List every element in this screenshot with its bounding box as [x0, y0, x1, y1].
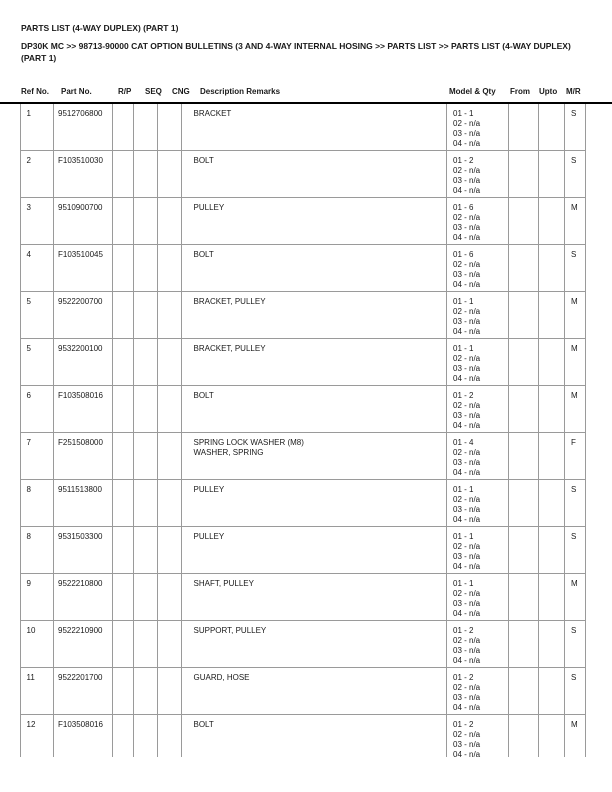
cell-cng [158, 104, 182, 151]
column-header-model-qty: Model & Qty [449, 87, 496, 96]
cell-part: 9522200700 [54, 292, 113, 339]
cell-mr: M [565, 339, 586, 386]
table-row [21, 621, 587, 668]
cell-seq [134, 386, 158, 433]
cell-qty: 01 - 1 02 - n/a 03 - n/a 04 - n/a [447, 480, 509, 527]
cell-cng [158, 480, 182, 527]
cell-from [509, 715, 539, 757]
cell-mr: M [565, 386, 586, 433]
cell-rp [113, 198, 134, 245]
cell-upto [539, 245, 565, 292]
cell-desc: BOLT [182, 715, 447, 757]
cell-cng [158, 527, 182, 574]
cell-rp [113, 668, 134, 715]
cell-desc: BOLT [182, 151, 447, 198]
cell-rp [113, 621, 134, 668]
cell-seq [134, 104, 158, 151]
cell-part: 9512706800 [54, 104, 113, 151]
cell-desc: PULLEY [182, 480, 447, 527]
cell-cng [158, 574, 182, 621]
cell-upto [539, 715, 565, 757]
cell-part: F251508000 [54, 433, 113, 480]
cell-seq [134, 668, 158, 715]
cell-seq [134, 574, 158, 621]
cell-ref: 10 [21, 621, 55, 668]
page-title: PARTS LIST (4-WAY DUPLEX) (PART 1) [21, 23, 179, 33]
cell-cng [158, 715, 182, 757]
cell-upto [539, 339, 565, 386]
cell-desc: BRACKET, PULLEY [182, 292, 447, 339]
cell-from [509, 386, 539, 433]
cell-qty: 01 - 2 02 - n/a 03 - n/a 04 - n/a [447, 621, 509, 668]
cell-part: 9522210900 [54, 621, 113, 668]
cell-desc: SUPPORT, PULLEY [182, 621, 447, 668]
cell-cng [158, 339, 182, 386]
cell-seq [134, 621, 158, 668]
table-row [21, 480, 587, 527]
table-row [21, 292, 587, 339]
cell-rp [113, 292, 134, 339]
table-row [21, 151, 587, 198]
cell-qty: 01 - 2 02 - n/a 03 - n/a 04 - n/a [447, 715, 509, 757]
cell-mr: M [565, 574, 586, 621]
cell-ref: 4 [21, 245, 55, 292]
cell-rp [113, 433, 134, 480]
table-row [21, 715, 587, 757]
table-row [21, 433, 587, 480]
cell-ref: 8 [21, 480, 55, 527]
table-row [21, 527, 587, 574]
cell-from [509, 668, 539, 715]
cell-part: F103510045 [54, 245, 113, 292]
cell-from [509, 574, 539, 621]
table-row [21, 198, 587, 245]
column-header-rp: R/P [118, 87, 132, 96]
cell-from [509, 621, 539, 668]
cell-mr: M [565, 292, 586, 339]
cell-cng [158, 386, 182, 433]
cell-ref: 3 [21, 198, 55, 245]
cell-from [509, 527, 539, 574]
cell-rp [113, 104, 134, 151]
cell-qty: 01 - 4 02 - n/a 03 - n/a 04 - n/a [447, 433, 509, 480]
cell-qty: 01 - 1 02 - n/a 03 - n/a 04 - n/a [447, 339, 509, 386]
column-header-cng: CNG [172, 87, 190, 96]
cell-from [509, 245, 539, 292]
cell-desc: BRACKET, PULLEY [182, 339, 447, 386]
cell-ref: 12 [21, 715, 55, 757]
cell-cng [158, 292, 182, 339]
cell-desc: BOLT [182, 245, 447, 292]
cell-qty: 01 - 6 02 - n/a 03 - n/a 04 - n/a [447, 198, 509, 245]
cell-rp [113, 151, 134, 198]
cell-from [509, 292, 539, 339]
cell-cng [158, 621, 182, 668]
cell-desc: BOLT [182, 386, 447, 433]
cell-seq [134, 339, 158, 386]
cell-mr: S [565, 245, 586, 292]
cell-seq [134, 480, 158, 527]
cell-seq [134, 198, 158, 245]
cell-upto [539, 386, 565, 433]
cell-part: F103508016 [54, 386, 113, 433]
cell-qty: 01 - 1 02 - n/a 03 - n/a 04 - n/a [447, 574, 509, 621]
cell-ref: 5 [21, 339, 55, 386]
cell-upto [539, 480, 565, 527]
cell-mr: M [565, 715, 586, 757]
cell-rp [113, 245, 134, 292]
cell-part: 9522201700 [54, 668, 113, 715]
column-header-upto: Upto [539, 87, 558, 96]
cell-cng [158, 433, 182, 480]
cell-mr: S [565, 621, 586, 668]
cell-part: F103510030 [54, 151, 113, 198]
cell-desc: GUARD, HOSE [182, 668, 447, 715]
cell-desc: PULLEY [182, 198, 447, 245]
cell-part: 9531503300 [54, 527, 113, 574]
cell-upto [539, 433, 565, 480]
cell-qty: 01 - 2 02 - n/a 03 - n/a 04 - n/a [447, 386, 509, 433]
cell-upto [539, 574, 565, 621]
cell-seq [134, 715, 158, 757]
column-header-ref-no: Ref No. [21, 87, 49, 96]
cell-ref: 1 [21, 104, 55, 151]
column-header-from: From [510, 87, 530, 96]
cell-rp [113, 715, 134, 757]
cell-part: 9522210800 [54, 574, 113, 621]
cell-from [509, 151, 539, 198]
cell-seq [134, 527, 158, 574]
cell-mr: S [565, 151, 586, 198]
cell-desc: SHAFT, PULLEY [182, 574, 447, 621]
cell-part: F103508016 [54, 715, 113, 757]
column-header-description: Description Remarks [200, 87, 281, 96]
cell-desc: PULLEY [182, 527, 447, 574]
cell-from [509, 339, 539, 386]
cell-desc: BRACKET [182, 104, 447, 151]
cell-qty: 01 - 1 02 - n/a 03 - n/a 04 - n/a [447, 104, 509, 151]
cell-part: 9510900700 [54, 198, 113, 245]
cell-ref: 5 [21, 292, 55, 339]
cell-seq [134, 292, 158, 339]
cell-rp [113, 480, 134, 527]
cell-from [509, 480, 539, 527]
cell-upto [539, 668, 565, 715]
cell-mr: S [565, 527, 586, 574]
cell-upto [539, 151, 565, 198]
cell-upto [539, 527, 565, 574]
breadcrumb: DP30K MC >> 98713-90000 CAT OPTION BULLETINS (3 AND 4-WAY INTERNAL HOSING >> PARTS LIST >> PARTS LIST (4-WAY DUPLEX) (PART 1) [21, 41, 571, 63]
cell-from [509, 198, 539, 245]
table-column-headers [0, 87, 612, 99]
cell-mr: S [565, 480, 586, 527]
cell-upto [539, 292, 565, 339]
table-row [21, 574, 587, 621]
cell-from [509, 104, 539, 151]
table-row [21, 339, 587, 386]
cell-qty: 01 - 1 02 - n/a 03 - n/a 04 - n/a [447, 292, 509, 339]
cell-ref: 8 [21, 527, 55, 574]
cell-upto [539, 621, 565, 668]
cell-cng [158, 151, 182, 198]
table-row [21, 386, 587, 433]
cell-upto [539, 104, 565, 151]
table-row [21, 668, 587, 715]
cell-ref: 7 [21, 433, 55, 480]
cell-mr: S [565, 668, 586, 715]
cell-mr: M [565, 198, 586, 245]
cell-cng [158, 245, 182, 292]
cell-cng [158, 668, 182, 715]
cell-seq [134, 151, 158, 198]
cell-desc: SPRING LOCK WASHER (M8) WASHER, SPRING [182, 433, 447, 480]
cell-ref: 6 [21, 386, 55, 433]
table-row [21, 245, 587, 292]
cell-qty: 01 - 2 02 - n/a 03 - n/a 04 - n/a [447, 668, 509, 715]
cell-rp [113, 339, 134, 386]
cell-from [509, 433, 539, 480]
cell-rp [113, 386, 134, 433]
cell-seq [134, 433, 158, 480]
cell-ref: 2 [21, 151, 55, 198]
column-header-part-no: Part No. [61, 87, 92, 96]
cell-cng [158, 198, 182, 245]
cell-rp [113, 527, 134, 574]
cell-mr: F [565, 433, 586, 480]
cell-ref: 9 [21, 574, 55, 621]
cell-upto [539, 198, 565, 245]
cell-ref: 11 [21, 668, 55, 715]
cell-seq [134, 245, 158, 292]
column-header-seq: SEQ [145, 87, 162, 96]
cell-part: 9532200100 [54, 339, 113, 386]
cell-part: 9511513800 [54, 480, 113, 527]
column-header-mr: M/R [566, 87, 581, 96]
parts-table [20, 104, 587, 757]
cell-rp [113, 574, 134, 621]
cell-qty: 01 - 2 02 - n/a 03 - n/a 04 - n/a [447, 151, 509, 198]
cell-qty: 01 - 1 02 - n/a 03 - n/a 04 - n/a [447, 527, 509, 574]
cell-mr: S [565, 104, 586, 151]
cell-qty: 01 - 6 02 - n/a 03 - n/a 04 - n/a [447, 245, 509, 292]
table-row [21, 104, 587, 151]
